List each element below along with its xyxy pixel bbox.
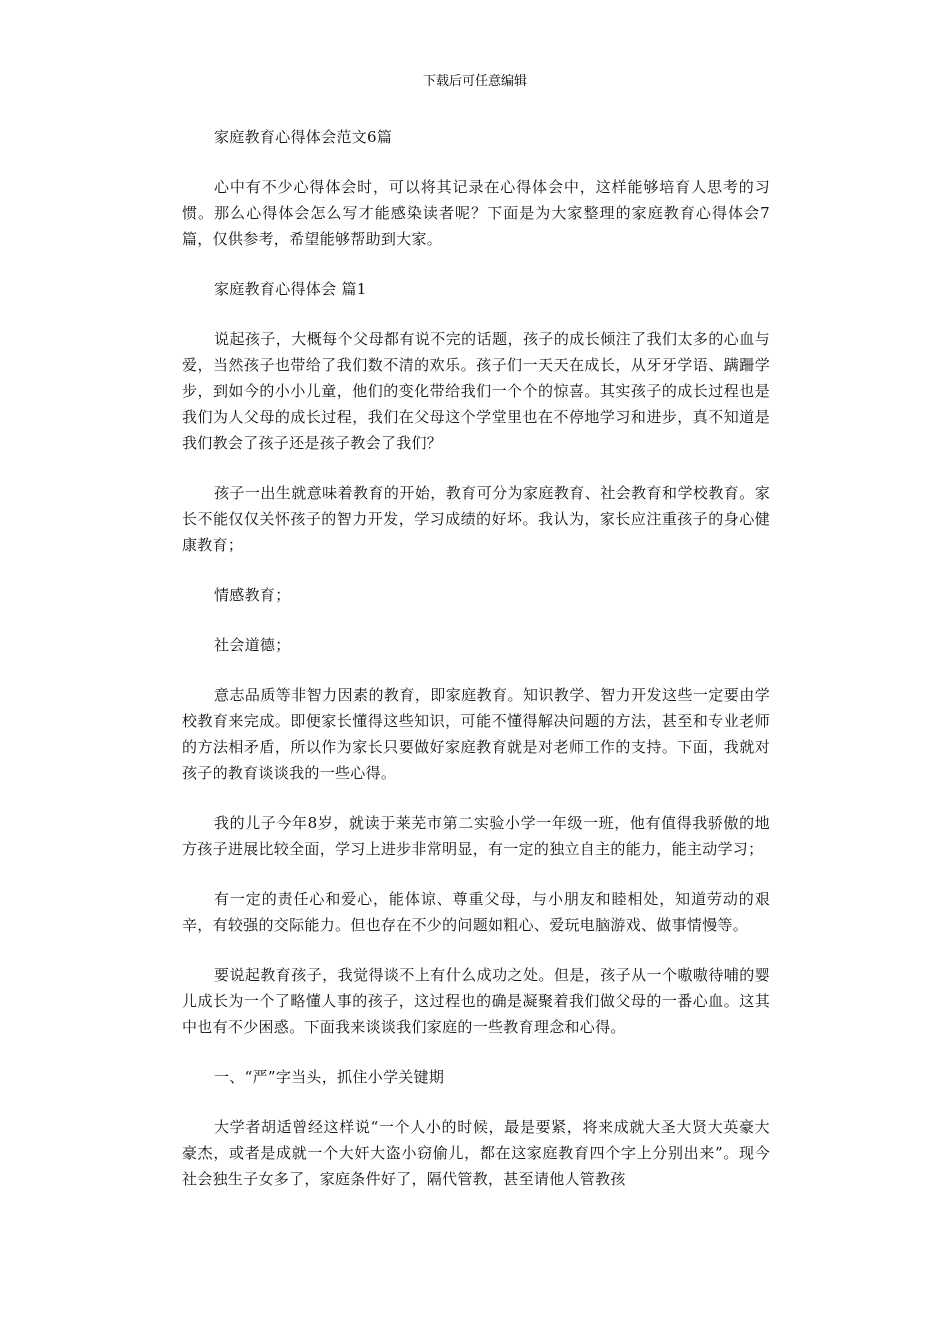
paragraph: 说起孩子，大概每个父母都有说不完的话题，孩子的成长倾注了我们太多的心血与爱，当然孩子也带给了我们数不清的欢乐。孩子们一天天在成长，从牙牙学语、蹒跚学步，到如今的小小儿童，他们的变化带给我们一个个的惊喜。其实孩子的成长过程也是我们为人父母的成长过程，我们在父母这个学堂里也在不停地学习和进步，真不知道是我们教会了孩子还是孩子教会了我们？: [182, 330, 770, 452]
paragraph-intro: 心中有不少心得体会时，可以将其记录在心得体会中，这样能够培育人思考的习惯。那么心得体会怎么写才能感染读者呢？下面是为大家整理的家庭教育心得体会7篇，仅供参考，希望能够帮助到大家。: [182, 178, 770, 248]
paragraph: 社会道德；: [214, 636, 291, 654]
section-heading-1: 家庭教育心得体会 篇1: [214, 280, 367, 298]
paragraph: 意志品质等非智力因素的教育，即家庭教育。知识教学、智力开发这些一定要由学校教育来完成。即便家长懂得这些知识，可能不懂得解决问题的方法，甚至和专业老师的方法相矛盾，所以作为家长只要做好家庭教育就是对老师工作的支持。下面，我就对孩子的教育谈谈我的一些心得。: [182, 686, 770, 782]
paragraph: 有一定的责任心和爱心，能体谅、尊重父母，与小朋友和睦相处，知道劳动的艰辛，有较强的交际能力。但也存在不少的问题如粗心、爱玩电脑游戏、做事情慢等。: [182, 890, 770, 934]
paragraph: 孩子一出生就意味着教育的开始，教育可分为家庭教育、社会教育和学校教育。家长不能仅仅关怀孩子的智力开发，学习成绩的好坏。我认为，家长应注重孩子的身心健康教育；: [182, 484, 770, 554]
paragraph: 大学者胡适曾经这样说“一个人小的时候，最是要紧，将来成就大圣大贤大英豪大豪杰，或者是成就一个大奸大盗小窃偷儿，都在这家庭教育四个字上分别出来”。现今社会独生子女多了，家庭条件好了，隔代管教，甚至请他人管教孩: [182, 1118, 770, 1188]
paragraph: 要说起教育孩子，我觉得谈不上有什么成功之处。但是，孩子从一个嗷嗷待哺的婴儿成长为一个了略懂人事的孩子，这过程也的确是凝聚着我们做父母的一番心血。这其中也有不少困惑。下面我来谈谈我们家庭的一些教育理念和心得。: [182, 966, 770, 1036]
paragraph: 我的儿子今年8岁，就读于莱芜市第二实验小学一年级一班，他有值得我骄傲的地方孩子进展比较全面，学习上进步非常明显，有一定的独立自主的能力，能主动学习；: [182, 814, 770, 858]
document-body: [182, 124, 770, 1216]
paragraph: 情感教育；: [214, 586, 291, 604]
document-title: 家庭教育心得体会范文6篇: [214, 128, 393, 146]
subsection-heading: 一、“严”字当头，抓住小学关键期: [214, 1068, 445, 1086]
download-note: 下载后可任意编辑: [422, 74, 527, 89]
